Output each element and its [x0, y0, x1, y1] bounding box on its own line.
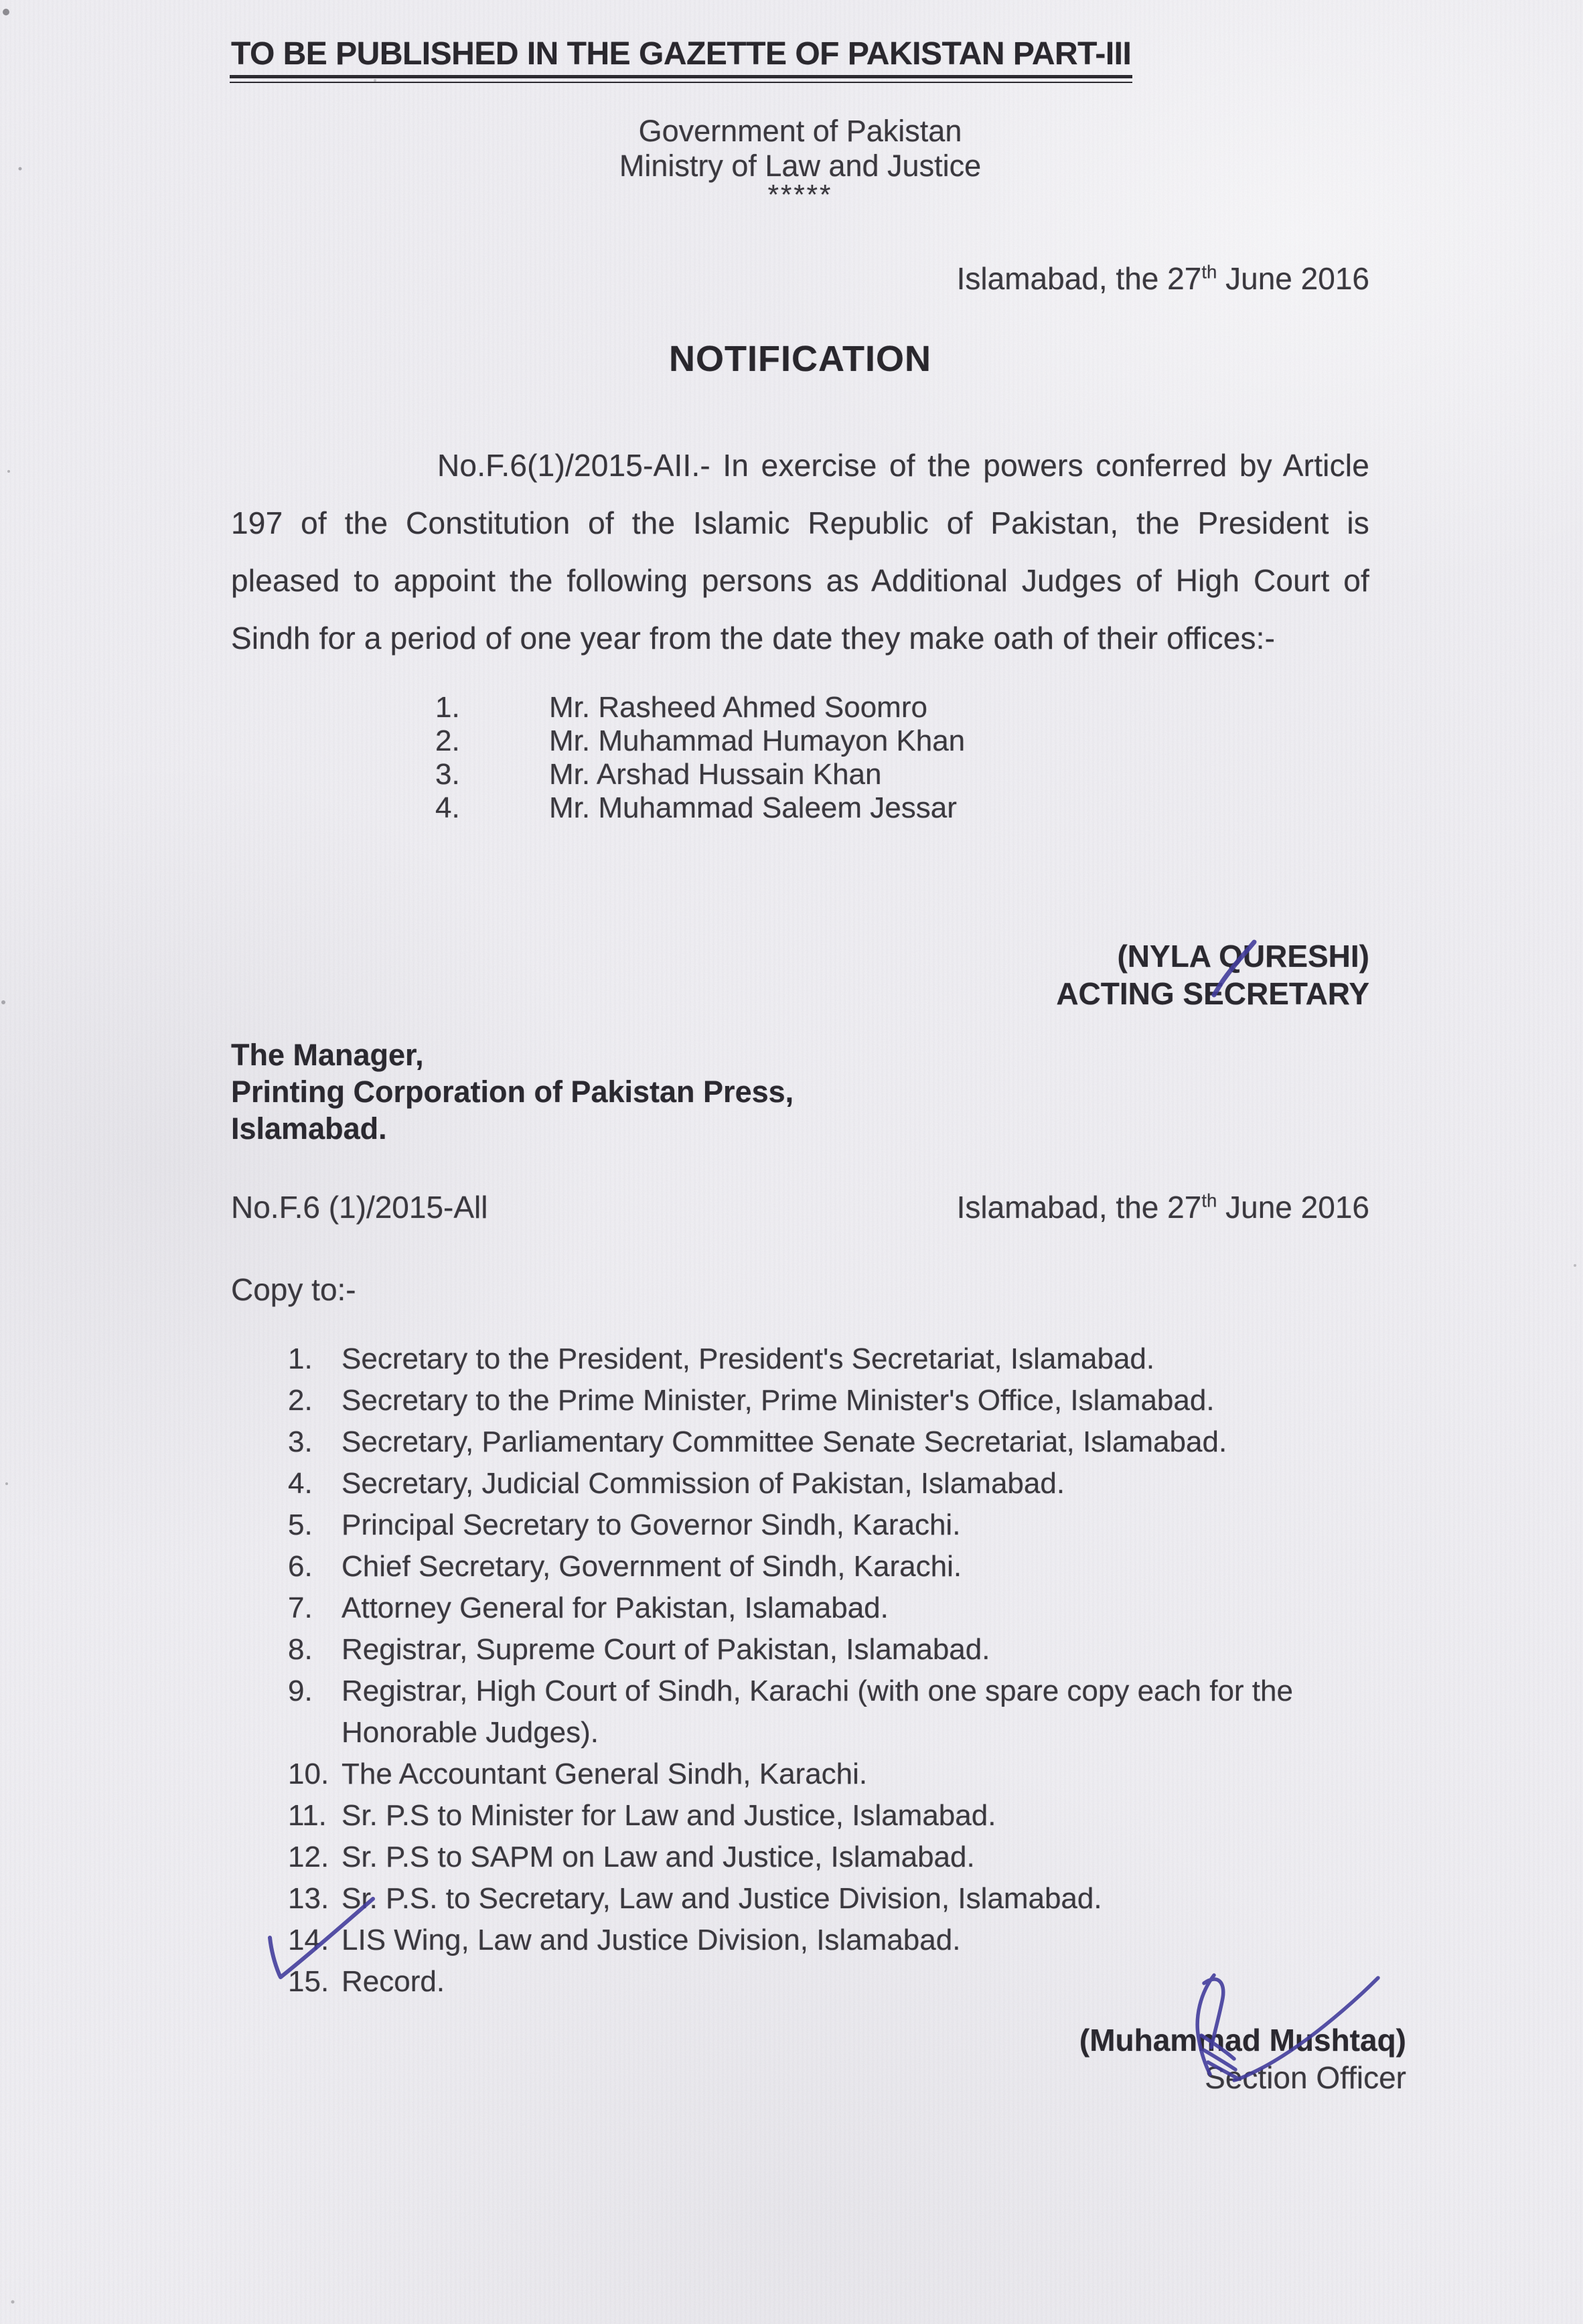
- copy-item-number: 12.: [288, 1840, 329, 1873]
- appointee-row: [435, 758, 1369, 791]
- copy-list-item: [288, 1546, 1369, 1587]
- addressee-line: Printing Corporation of Pakistan Press,: [231, 1074, 794, 1109]
- ministry-line: Ministry of Law and Justice: [619, 148, 982, 183]
- dateline-top-rest: June 2016: [1217, 260, 1369, 296]
- appointee-row: [435, 724, 1369, 758]
- copy-list-item: [288, 1629, 1369, 1671]
- dateline-bottom: [957, 1190, 1369, 1225]
- addressee-block: [231, 1036, 1369, 1147]
- gazette-banner: TO BE PUBLISHED IN THE GAZETTE OF PAKISTAN PART-III: [231, 37, 1131, 83]
- signatory2-title: Section Officer: [1205, 2060, 1406, 2095]
- copy-item-number: 11.: [288, 1798, 327, 1832]
- copy-item-number: 10.: [288, 1757, 329, 1790]
- copy-item-text: Sr. P.S. to Secretary, Law and Justice Division, Islamabad.: [342, 1881, 1102, 1915]
- addressee-line: Islamabad.: [231, 1111, 387, 1146]
- appointee-row: [435, 791, 1369, 825]
- star-separator: *****: [767, 178, 833, 210]
- appointee-number: 4.: [435, 791, 460, 824]
- addressee-line: The Manager,: [231, 1037, 424, 1072]
- appointee-name: Mr. Muhammad Humayon Khan: [549, 724, 966, 757]
- copy-item-text: The Accountant General Sindh, Karachi.: [342, 1757, 868, 1790]
- copy-item-text: Record.: [342, 1964, 445, 1998]
- signatory2-name: (Muhammad Mushtaq): [1079, 2022, 1406, 2058]
- header-banner-wrap: [231, 0, 1369, 83]
- copy-item-text: Secretary to the Prime Minister, Prime Minister's Office, Islamabad.: [342, 1383, 1215, 1417]
- copy-list-item: [288, 1671, 1369, 1754]
- dateline-bottom-ordinal: th: [1201, 1190, 1217, 1211]
- appointee-number: 2.: [435, 724, 460, 757]
- copy-list-item: [288, 1795, 1369, 1837]
- copy-list-item: [288, 1587, 1369, 1629]
- notification-body-paragraph: No.F.6(1)/2015-AII.- In exercise of the powers conferred by Article 197 of the Constitution of the Islamic Republic of Pakistan, the President is pleased to appoint the following persons as Additional Judges of High Court of Sindh for a period of one year from the date they make oath of their offices:-: [231, 447, 1369, 655]
- copy-item-text: Secretary to the President, President's Secretariat, Islamabad.: [342, 1342, 1155, 1375]
- copy-item-number: 9.: [288, 1674, 313, 1707]
- copy-item-text: LIS Wing, Law and Justice Division, Islamabad.: [342, 1923, 961, 1956]
- copy-item-number: 5.: [288, 1508, 313, 1541]
- copy-to-label: Copy to:-: [231, 1271, 356, 1307]
- signatory1-title: ACTING SECRETARY: [1056, 976, 1369, 1011]
- copy-item-number: 15.: [288, 1964, 329, 1998]
- copy-item-text: Sr. P.S to Minister for Law and Justice, Islamabad.: [342, 1798, 996, 1832]
- copy-item-text: Principal Secretary to Governor Sindh, Karachi.: [342, 1508, 961, 1541]
- appointee-row: [435, 691, 1369, 724]
- copy-list-item: [288, 1878, 1369, 1920]
- copy-list-item: [288, 1380, 1369, 1421]
- appointee-list: [435, 691, 1369, 825]
- copy-item-number: 1.: [288, 1342, 313, 1375]
- copy-list-item: [288, 1754, 1369, 1795]
- copy-item-text: Attorney General for Pakistan, Islamabad.: [342, 1591, 889, 1624]
- dateline-top-text: Islamabad, the 27: [956, 260, 1202, 296]
- document-content: [231, 0, 1406, 2096]
- copy-list-item: [288, 1961, 1369, 2003]
- dateline-bottom-text: Islamabad, the 27: [956, 1189, 1202, 1225]
- reference-row: [231, 1190, 1369, 1225]
- copy-item-number: 7.: [288, 1591, 313, 1624]
- dateline-bottom-rest: June 2016: [1217, 1189, 1369, 1225]
- appointee-name: Mr. Muhammad Saleem Jessar: [549, 791, 957, 824]
- copy-item-number: 6.: [288, 1549, 313, 1583]
- dateline-top: [231, 261, 1369, 297]
- copy-list-item: [288, 1463, 1369, 1504]
- copy-item-number: 8.: [288, 1632, 313, 1666]
- government-line: Government of Pakistan: [638, 113, 962, 148]
- copy-item-number: 2.: [288, 1383, 313, 1417]
- appointee-number: 3.: [435, 757, 460, 791]
- reference-number: No.F.6 (1)/2015-All: [231, 1189, 488, 1225]
- copy-distribution-list: [288, 1338, 1369, 2003]
- copy-item-number: 13.: [288, 1881, 329, 1915]
- copy-item-number: 4.: [288, 1466, 313, 1500]
- copy-item-text: Chief Secretary, Government of Sindh, Karachi.: [342, 1549, 962, 1583]
- issuing-authority: [231, 114, 1369, 183]
- copy-item-text: Sr. P.S to SAPM on Law and Justice, Islamabad.: [342, 1840, 975, 1873]
- copy-item-number: 3.: [288, 1425, 313, 1458]
- signatory-block-section-officer: [231, 2021, 1406, 2096]
- signatory1-name: (NYLA QURESHI): [1117, 938, 1369, 974]
- copy-item-number: 14.: [288, 1923, 329, 1956]
- copy-list-item: [288, 1421, 1369, 1463]
- copy-item-text: Registrar, High Court of Sindh, Karachi (with one spare copy each for the Honorable Judges).: [342, 1674, 1293, 1749]
- appointee-name: Mr. Arshad Hussain Khan: [549, 757, 882, 791]
- signatory-block-acting-secretary: [231, 937, 1369, 1012]
- appointee-name: Mr. Rasheed Ahmed Soomro: [549, 690, 927, 724]
- copy-item-text: Registrar, Supreme Court of Pakistan, Islamabad.: [342, 1632, 990, 1666]
- copy-item-text: Secretary, Judicial Commission of Pakistan, Islamabad.: [342, 1466, 1065, 1500]
- dateline-top-ordinal: th: [1201, 261, 1217, 283]
- copy-list-item: [288, 1837, 1369, 1878]
- copy-item-text: Secretary, Parliamentary Committee Senate Secretariat, Islamabad.: [342, 1425, 1227, 1458]
- copy-list-item: [288, 1338, 1369, 1380]
- copy-list-item: [288, 1920, 1369, 1961]
- appointee-number: 1.: [435, 690, 460, 724]
- copy-list-item: [288, 1504, 1369, 1546]
- notification-title: NOTIFICATION: [669, 338, 931, 379]
